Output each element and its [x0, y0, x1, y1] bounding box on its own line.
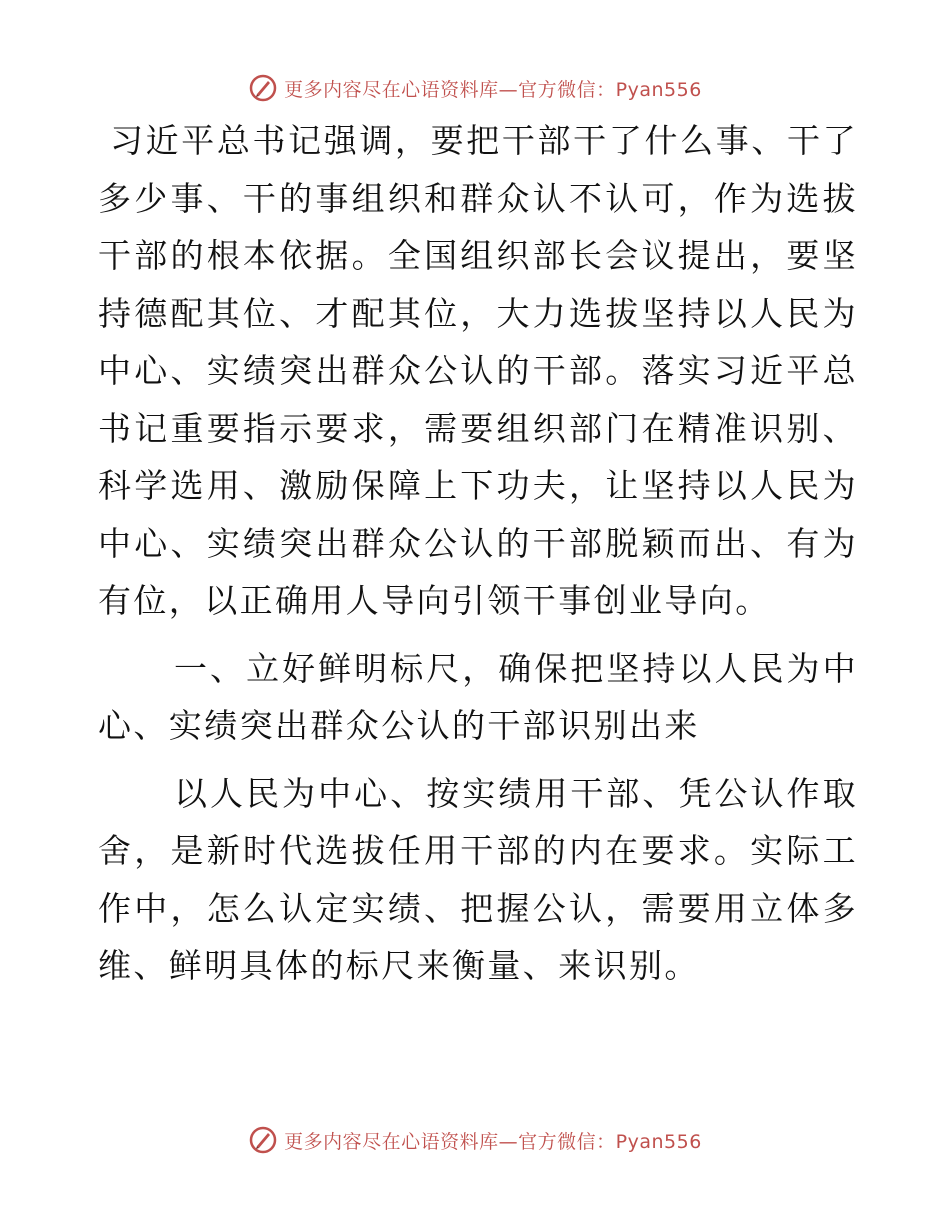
footer-watermark-banner [0, 1120, 950, 1160]
watermark-text [284, 75, 702, 102]
watermark-label: 更多内容尽在心语资料库—官方微信： [284, 78, 616, 101]
intro-paragraph: 习近平总书记强调，要把干部干了什么事、干了多少事、干的事组织和群众认不认可，作为选拔干部的根本依据。全国组织部长会议提出，要坚持德配其位、才配其位，大力选拔坚持以人民为中心、实绩突出群众公认的干部。落实习近平总书记重要指示要求，需要组织部门在精准识别、科学选用、激励保障上下功夫，让坚持以人民为中心、实绩突出群众公认的干部脱颖而出、有为有位，以正确用人导向引领干事创业导向。 [98, 121, 858, 620]
section-heading: 一、立好鲜明标尺，确保把坚持以人民为中心、实绩突出群众公认的干部识别出来 [98, 648, 858, 745]
quill-seal-icon [248, 1125, 278, 1155]
wechat-handle: Pyan556 [615, 1130, 702, 1153]
header-watermark-banner [0, 68, 950, 108]
watermark-text [284, 1127, 702, 1154]
document-body [98, 112, 858, 995]
quill-seal-icon [248, 73, 278, 103]
watermark-label: 更多内容尽在心语资料库—官方微信： [284, 1130, 616, 1153]
section-paragraph: 以人民为中心、按实绩用干部、凭公认作取舍，是新时代选拔任用干部的内在要求。实际工作中，怎么认定实绩、把握公认，需要用立体多维、鲜明具体的标尺来衡量、来识别。 [98, 773, 858, 985]
wechat-handle: Pyan556 [615, 78, 702, 101]
